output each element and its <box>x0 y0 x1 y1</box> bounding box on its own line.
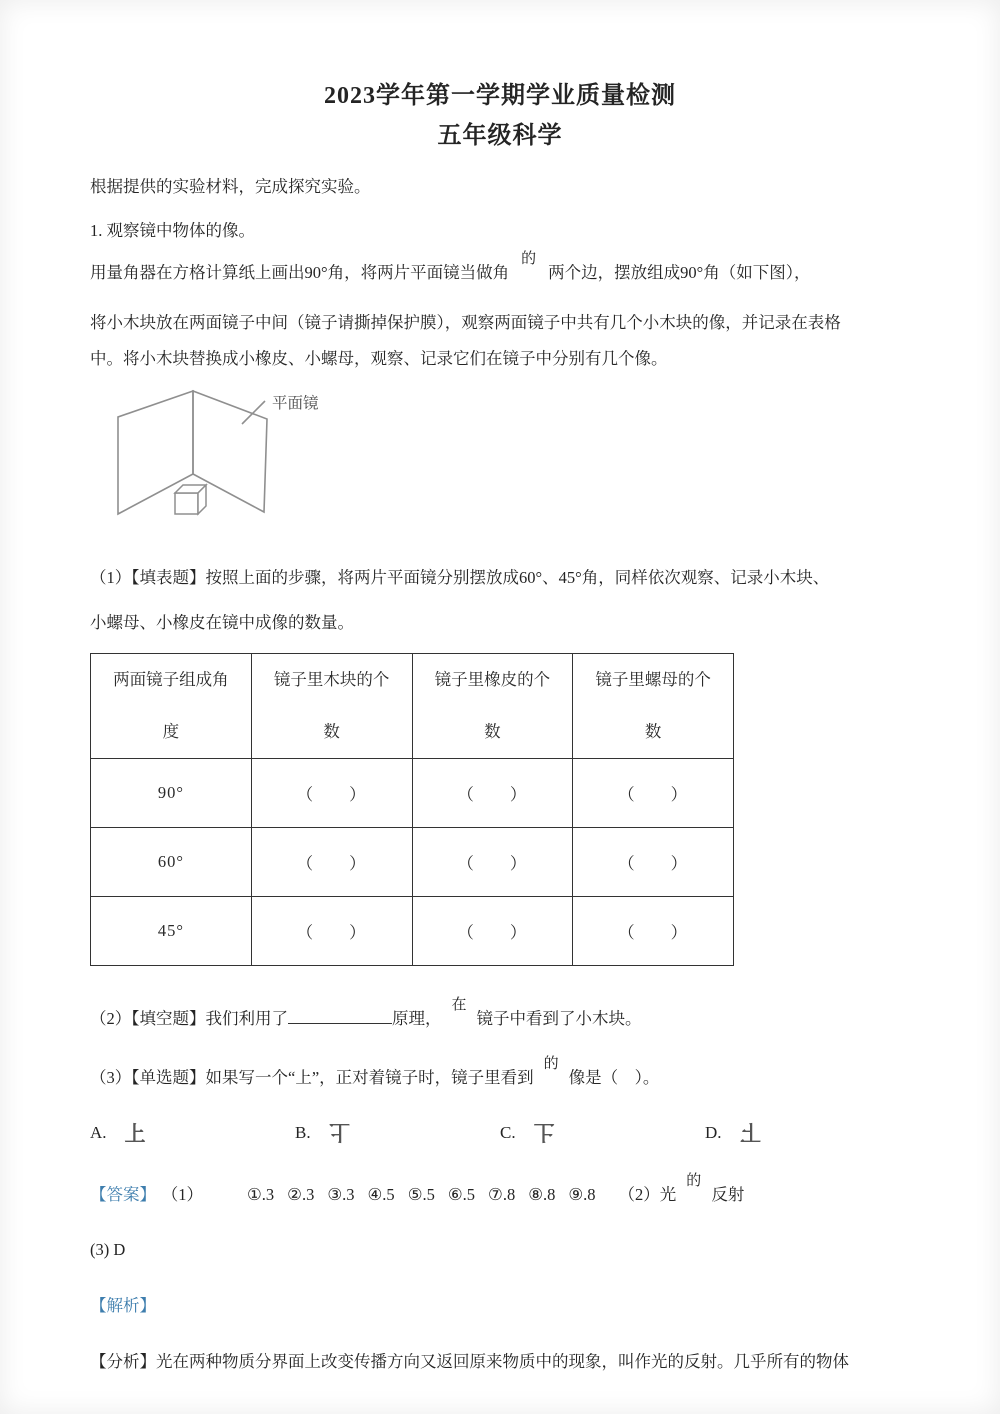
angle-cell: 90° <box>91 759 252 828</box>
option-d-label: D. <box>705 1123 722 1142</box>
option-b <box>295 1118 500 1148</box>
angle-cell: 45° <box>91 897 252 966</box>
cube-front-face <box>175 493 198 514</box>
setup-line3: 中。将小木块替换成小橡皮、小螺母，观察、记录它们在镜子中分别有几个像。 <box>90 349 668 368</box>
blank-answer-cell: （ ） <box>251 897 412 966</box>
answer-tag: 【答案】 <box>90 1185 156 1204</box>
question1-heading: 1. 观察镜中物体的像。 <box>90 221 255 240</box>
doc-subtitle: 五年级科学 <box>437 123 563 149</box>
blank-answer-cell: （ ） <box>573 828 734 897</box>
answer-item: ③.3 <box>327 1185 355 1204</box>
setup-seg2: 两个边，摆放组成90°角（如下图）， <box>548 263 811 282</box>
option-c-glyph: 上 <box>533 1120 555 1144</box>
mirror-diagram-svg <box>95 383 435 535</box>
doc-title: 2023学年第一学期学业质量检测 <box>324 83 676 109</box>
analysis-text: 光在两种物质分界面上改变传播方向又返回原来物质中的现象，叫作光的反射。几乎所有的物体 <box>156 1352 849 1371</box>
table-header-angle: 两面镜子组成角度 <box>91 654 252 759</box>
blank-answer-cell: （ ） <box>573 897 734 966</box>
sub-question-1 <box>90 555 910 645</box>
answer-item: ⑨.8 <box>568 1185 596 1204</box>
option-b-glyph: 上 <box>328 1120 350 1144</box>
answer-item: ⑥.5 <box>447 1185 476 1204</box>
option-row <box>90 1118 910 1148</box>
sub2-seg3: 镜子中看到了小木块。 <box>476 1009 642 1028</box>
raised-char-de-3: 的 <box>686 1173 702 1189</box>
answer-item: ②.3 <box>287 1185 315 1204</box>
answer-blank <box>288 1007 392 1025</box>
table-header-row <box>91 654 734 759</box>
blank-answer-cell: （ ） <box>251 828 412 897</box>
sub3-seg1: （3）【单选题】如果写一个“上”，正对着镜子时，镜子里看到 <box>90 1068 534 1087</box>
option-a-glyph: 上 <box>124 1122 146 1146</box>
blank-answer-cell: （ ） <box>412 828 573 897</box>
option-a <box>90 1118 295 1148</box>
option-a-label: A. <box>90 1123 107 1142</box>
table-row <box>91 759 734 828</box>
table-row <box>91 897 734 966</box>
blank-answer-cell: （ ） <box>412 897 573 966</box>
setup-line2: 将小木块放在两面镜子中间（镜子请撕掉保护膜），观察两面镜子中共有几个小木块的像，并记录在表格 <box>90 313 841 332</box>
sub-question-2 <box>90 997 910 1037</box>
label-pointer-line <box>242 401 265 424</box>
sub3-seg2: 像是（ ）。 <box>568 1068 660 1087</box>
sub1-line2: 小螺母、小橡皮在镜中成像的数量。 <box>90 613 354 632</box>
raised-char-zai: 在 <box>451 997 467 1013</box>
option-d <box>705 1118 910 1148</box>
answer-item: ⑧.8 <box>528 1185 556 1204</box>
answer-item: ④.5 <box>367 1185 395 1204</box>
fenxi-tag: 【分析】 <box>90 1352 156 1371</box>
analysis-paragraph <box>90 1345 910 1379</box>
blank-answer-cell: （ ） <box>412 759 573 828</box>
answer-item: ①.3 <box>247 1185 275 1204</box>
jiexi-tag: 【解析】 <box>90 1296 156 1315</box>
sub-question-3 <box>90 1056 910 1096</box>
results-table <box>90 653 734 966</box>
blank-answer-cell: （ ） <box>251 759 412 828</box>
diagram-label: 平面镜 <box>272 395 319 412</box>
option-b-label: B. <box>295 1123 311 1142</box>
answer-q2-label: （2）光 <box>618 1185 677 1204</box>
mirror-diagram <box>90 383 910 535</box>
blank-answer-cell: （ ） <box>573 759 734 828</box>
answer-line <box>90 1173 910 1213</box>
option-c-label: C. <box>500 1123 516 1142</box>
answer-q1-label: （1） <box>170 1185 203 1204</box>
option-d-glyph: 上 <box>739 1122 761 1146</box>
answer-item: ⑦.8 <box>488 1185 516 1204</box>
table-header-eraser: 镜子里橡皮的个数 <box>412 654 573 759</box>
sub2-seg2: 原理， <box>392 1009 442 1028</box>
angle-cell: 60° <box>91 828 252 897</box>
sub2-seg1: （2）【填空题】我们利用了 <box>90 1009 288 1028</box>
answer-item: ⑤.5 <box>407 1185 435 1204</box>
setup-seg1: 用量角器在方格计算纸上画出90°角，将两片平面镜当做角 <box>90 263 510 282</box>
answer-q2-text: 反射 <box>711 1185 745 1204</box>
answer-q3: (3) D <box>90 1240 126 1259</box>
table-row <box>91 828 734 897</box>
table-header-nut: 镜子里螺母的个数 <box>573 654 734 759</box>
sub1-line1: （1）【填表题】按照上面的步骤，将两片平面镜分别摆放成60°、45°角，同样依次观察、记录小木块、 <box>90 568 830 587</box>
table-header-wood: 镜子里木块的个数 <box>251 654 412 759</box>
option-c <box>500 1118 705 1148</box>
raised-char-de-2: 的 <box>543 1056 559 1072</box>
setup-paragraph-2 <box>90 305 910 377</box>
raised-char-de: 的 <box>521 251 537 267</box>
setup-paragraph-1 <box>90 251 910 291</box>
intro-text: 根据提供的实验材料，完成探究实验。 <box>90 177 371 196</box>
